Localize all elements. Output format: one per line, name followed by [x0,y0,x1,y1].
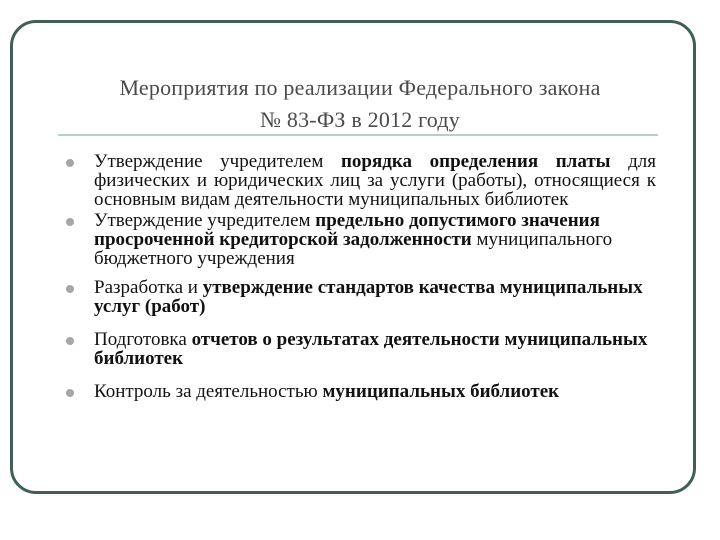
bullet-icon [66,389,74,397]
bullet-text-4: Подготовка отчетов о результатах деятельности муниципальных библиотек [94,329,648,369]
bullet-item-4 [66,330,656,368]
bullet-item-1 [66,152,656,209]
slide-title [40,72,680,136]
bullet-icon [66,218,74,226]
bullet-icon [66,337,74,345]
bullet-text-3: Разработка и утверждение стандартов качества муниципальных услуг (работ) [94,277,643,317]
bullet-item-2 [66,211,656,268]
bullet-icon [66,285,74,293]
title-line-2: № 83-ФЗ в 2012 году [260,107,460,132]
bullet-text-5: Контроль за деятельностью муниципальных библиотек [94,381,560,402]
bullet-item-5 [66,382,656,401]
title-divider [58,134,658,136]
bullet-item-3 [66,278,656,316]
bullet-text-2: Утверждение учредителем предельно допустимого значения просроченной кредиторской задолженности муниципального бюджетного учреждения [94,210,613,269]
bullet-text-1: Утверждение учредителем порядка определения платы для физических и юридических лиц за услуги (работы), относящиеся к основным видам деятельности муниципальных библиотек [94,151,657,210]
title-line-1: Мероприятия по реализации Федерального закона [119,75,601,100]
bullet-icon [66,159,74,167]
bullet-list [66,152,656,401]
